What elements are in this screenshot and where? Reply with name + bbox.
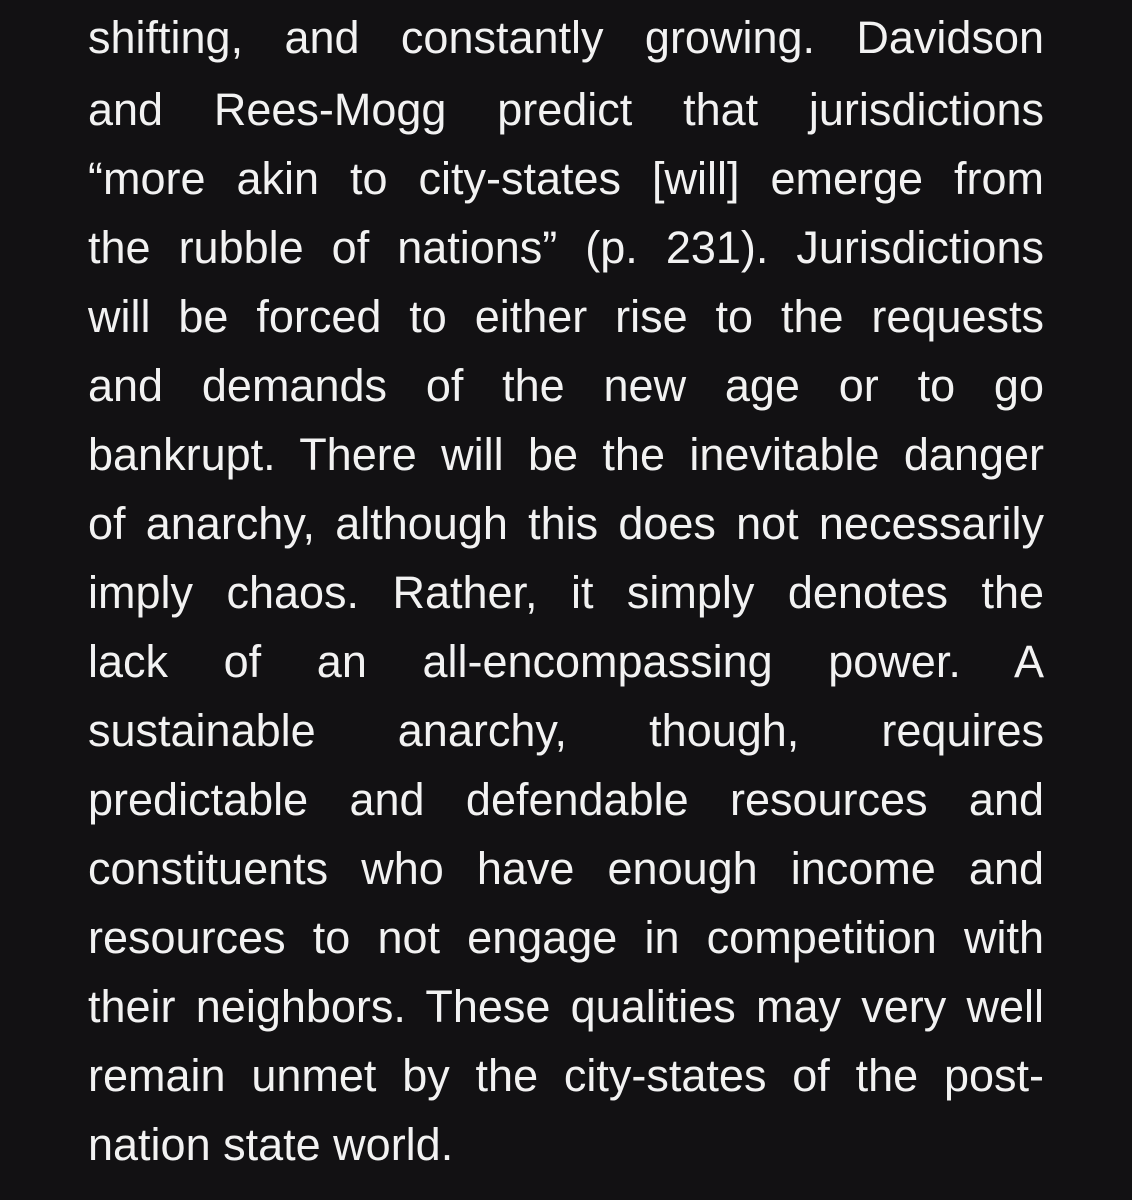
- text-line: predictable and defendable resources and: [88, 774, 1044, 825]
- text-line: bankrupt. There will be the inevitable danger: [88, 429, 1044, 480]
- text-line: nation state world.: [88, 1119, 454, 1170]
- text-line: “more akin to city-states [will] emerge from: [88, 153, 1044, 204]
- text-line: imply chaos. Rather, it simply denotes the: [88, 567, 1044, 618]
- text-line: shifting, and constantly growing. Davidson: [88, 12, 1044, 63]
- text-line: resources to not engage in competition with: [88, 912, 1044, 963]
- text-line: constituents who have enough income and: [88, 843, 1044, 894]
- text-line: the rubble of nations” (p. 231). Jurisdictions: [88, 222, 1044, 273]
- text-line: sustainable anarchy, though, requires: [88, 705, 1044, 756]
- text-line: and Rees-Mogg predict that jurisdictions: [88, 84, 1044, 135]
- body-paragraph: [88, 0, 1044, 1179]
- text-line: lack of an all-encompassing power. A: [88, 636, 1044, 687]
- text-line: remain unmet by the city-states of the post-: [88, 1050, 1044, 1101]
- text-line: and demands of the new age or to go: [88, 360, 1044, 411]
- text-line: their neighbors. These qualities may very well: [88, 981, 1044, 1032]
- text-line: will be forced to either rise to the requests: [88, 291, 1044, 342]
- text-line: of anarchy, although this does not necessarily: [88, 498, 1044, 549]
